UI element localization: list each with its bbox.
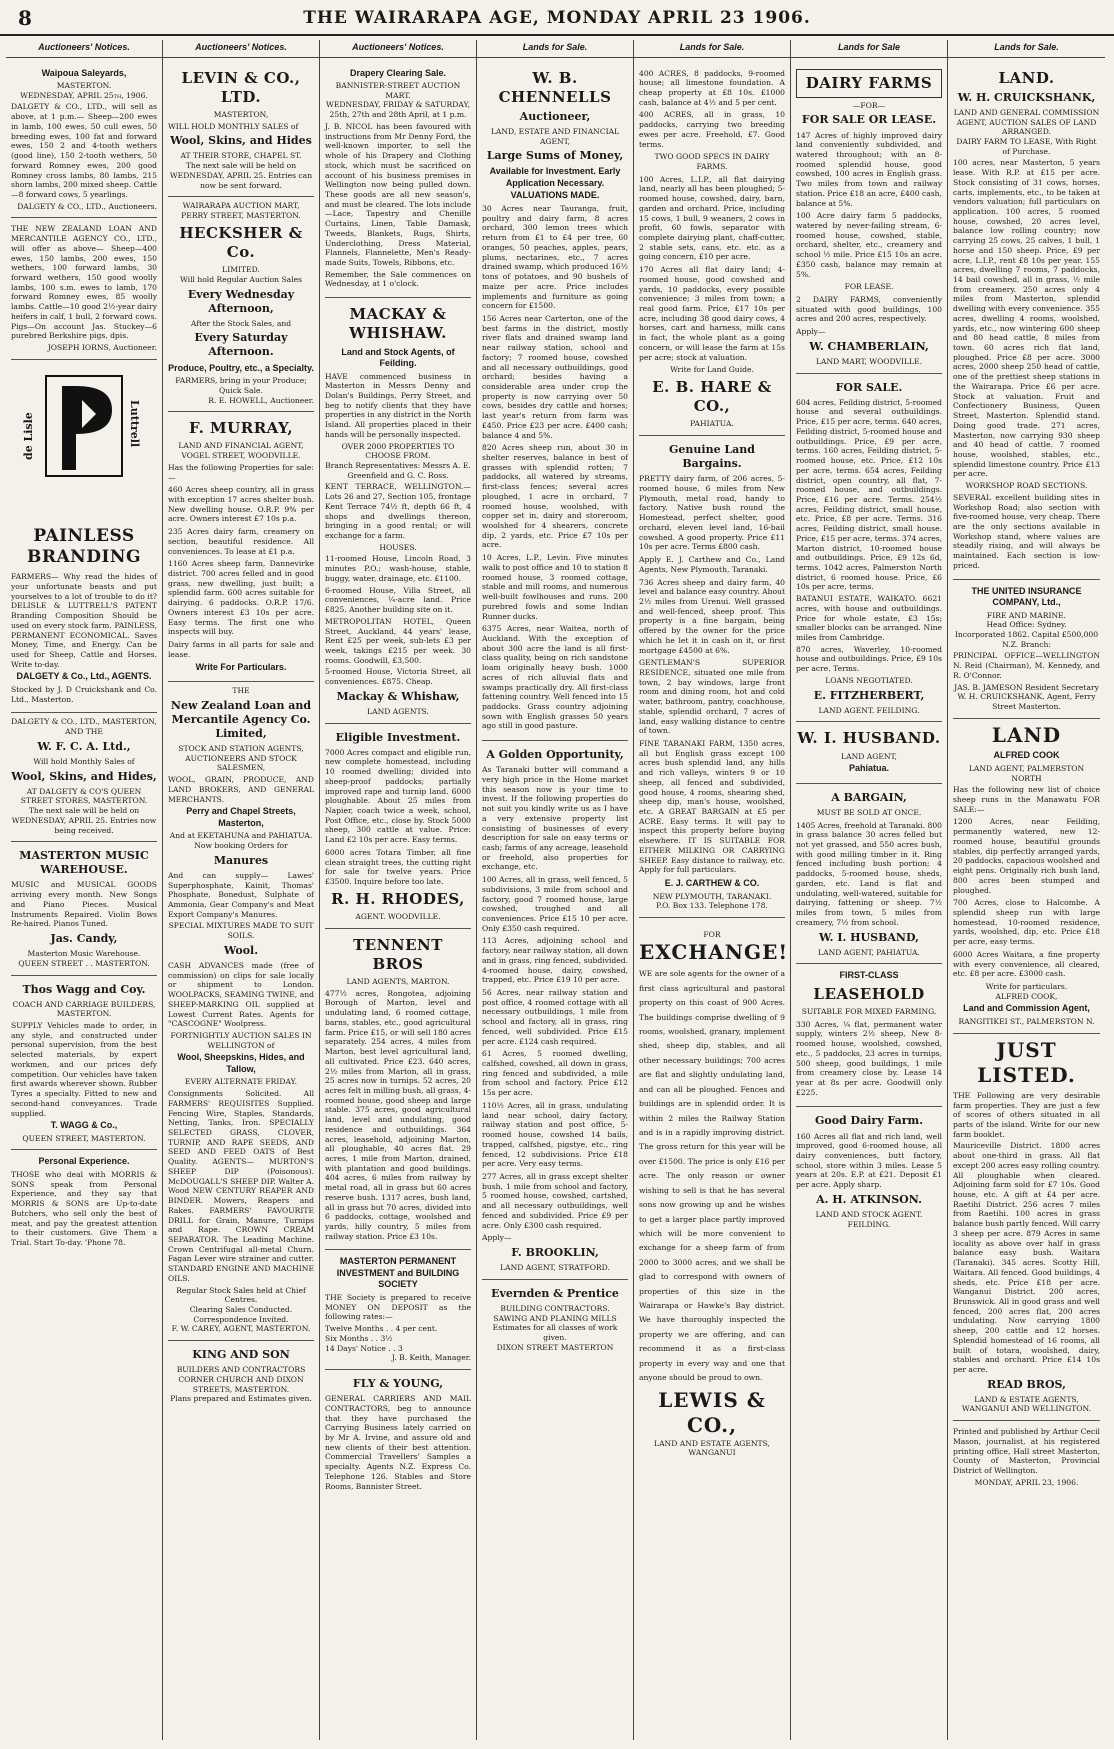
ad-addr: QUEEN STREET, MASTERTON.: [22, 1133, 146, 1143]
ad-title: W. B. CHENNELLS: [498, 68, 612, 106]
ad-sub: LAND AGENT, PALMERSTON NORTH: [968, 763, 1085, 783]
ad-goods: Wool, Sheepskins, Hides, and Tallow,: [177, 1052, 305, 1074]
ad-branch: N.Z. Branch:: [1002, 639, 1051, 649]
murray-ad: [168, 412, 314, 682]
masthead: [0, 0, 1114, 36]
ad-date: WEDNESDAY, FRIDAY & SATURDAY, 25th, 27th and 28th April, at 1 p.m.: [326, 100, 470, 120]
ad-sub: LAND AND GENERAL COMMISSION AGENT, AUCTION SALES OF LAND ARRANGED.: [953, 107, 1100, 137]
property-lot: 100 Acres, L.I.P., all flat dairying land, nearly all has been ploughed; 5-roomed house, cowshed, dairy, barn, garden and orchard. Price, including 15 cows, 1 bull, 9 weaners, 2 cows in profit, 60 fowls, separator with complete dairying plant, chaff-cutter, 2 stable sets, cans, etc. etc. as a going concern, £10 per acre.: [639, 174, 785, 262]
ad-wfca: W. F. C. A. Ltd.,: [37, 739, 131, 753]
ad-sign-2: LAND AGENTS.: [367, 706, 429, 716]
ad-wool: Wool.: [223, 943, 259, 957]
ad-title: FLY & YOUNG,: [352, 1377, 444, 1391]
leasehold-ad: [796, 964, 942, 1107]
ad-title: MASTERTON PERMANENT INVESTMENT and BUILDING SOCIETY: [336, 1256, 460, 1290]
exchange-ad: [639, 918, 789, 1464]
ad-the: THE: [232, 686, 250, 696]
ad-land: LAND.: [998, 68, 1055, 87]
husband-ad: [796, 722, 942, 783]
ad-sub: FOR SALE OR LEASE.: [801, 113, 937, 127]
ad-body: SUPPLY Vehicles made to order, in any style, and constructed under personal supervision, from the best selected materials, by expert workmen, and our prices defy competition. Our vehicles have taken first awards wherever shown. Rubber Tyres a specialty. Fitted to new and second-hand conveyances. Trade supplied.: [11, 1021, 157, 1118]
ad-agent: W. H. CRUICKSHANK, Agent, Ferry Street Masterton.: [957, 692, 1096, 712]
ad-sign: J. B. Keith, Manager.: [391, 1353, 471, 1363]
ad-sign-sub: LAND AGENT. FEILDING.: [818, 705, 920, 715]
ad-manures-body: And can supply— Lawes' Superphosphate, Kainit, Thomas' Phosphate, Bonedust, Sulphate of Ammonia, Gear Company's and Meat Export Company's Manures.: [168, 870, 314, 919]
ad-ws: WORKSHOP ROAD SECTIONS.: [965, 481, 1088, 491]
evernden-prentice-ad: [482, 1280, 628, 1359]
property-lot: 156 Acres near Carterton, one of the best farms in the district, mostly river flats and drained swamp land near railway station, school and factory; 7 roomed house, cowshed and all necessary outbuildings, good orchard; besides having a considerable area under crop the property is now carrying over 50 cows, besides dry cattle and horses; last year's return from farm was £450. Price £23 per acre. £400 cash; balance 4 and 5%.: [482, 313, 628, 440]
ad-body: THE Society is prepared to receive MONEY ON DEPOSIT as the following rates:—: [325, 1292, 471, 1322]
ad-place: Pahiatua.: [848, 763, 889, 774]
property-lot: 170 Acres all flat dairy land; 4-roomed house, good cowshed and yards, 10 paddocks, every possible convenience; 3 miles from town; a real good farm. Price, £17 10s per acre, including 38 good dairy cows, 4 horses, cart and harness, milk cans in fact, the whole plant as a going concern, or will lease the farm at 15s per acre; stock at valuation.: [639, 265, 785, 362]
ad-office: Head Office: Sydney.: [986, 620, 1067, 630]
imprint-date: MONDAY, APRIL 23, 1906.: [974, 1477, 1079, 1487]
ad-title: Eligible Investment.: [335, 730, 461, 744]
ad-title: Personal Experience.: [38, 1156, 130, 1167]
property-lot: 61 Acres, 5 roomed dwelling, calfshed, cowshed, all down in grass, ring fenced and subdivided, a mile from school and factory. Price £12 15s per acre.: [482, 1049, 628, 1098]
ad-name: Jas. Candy,: [50, 932, 118, 946]
ad-body: MUSIC and MUSICAL GOODS arriving every month. New Songs and Piano Pieces. Musical Instruments Repaired. Violin Bows Re-haired. Pianos Tuned.: [11, 880, 157, 929]
ad-addr: Perry and Chapel Streets, Masterton,: [186, 806, 296, 828]
ad-sign: E. FITZHERBERT,: [813, 688, 925, 702]
ad-house-1: 11-roomed House, Lincoln Road, 3 minutes P.O.; wash-house, stable, buggy, water, drainage, etc. £1100.: [325, 554, 471, 583]
rate-row: 14 Days' Notice . . 3: [325, 1343, 403, 1353]
property-lot: PRETTY dairy farm, of 206 acres, 5-roomed house, 6 miles from New Plymouth, metal road, handy to factory. Native bush round the Homestead, perfect shelter, good orchard, eleven level land, 16-bail cowshed. A good property. Price £11 10s per acre. Terms £800 cash.: [639, 474, 785, 552]
ad-for: —FOR—: [852, 100, 886, 110]
ad-sub: BUILDING CONTRACTORS.: [500, 1303, 610, 1313]
ad-title: F. MURRAY,: [188, 419, 294, 438]
ad-note: Remember, the Sale commences on Wednesday, at 1 o'clock.: [325, 269, 471, 289]
ad-body: WILL HOLD MONTHLY SALES of: [168, 121, 299, 131]
ad-title: Evernden & Prentice: [491, 1286, 619, 1300]
ad-sign: R. E. HOWELL, Auctioneer.: [208, 395, 314, 405]
property-lot: 330 Acres, ¼ flat, permanent water supply, winters 2½ sheep, New 8-roomed house, woolshed, cowshed, etc., 5 paddocks, 23 acres in turnips, 500 sheep, good buildings, 1 mile from creamery close by. Lease 14 year at 8s per acre. Goodwill only £225.: [796, 1019, 942, 1097]
imprint-text: Printed and published by Arthur Cecil Mason, journalist, at his registered printing office, Hall street Masterton, County of Masterton, Provincial District of Wellington.: [953, 1427, 1100, 1476]
property-lot: 6000 acres Totara Timber, all fine clean straight trees, the cutting right for sale for twelve years. Price £3500. Inquire before too late.: [325, 847, 471, 887]
column-6-head: Lands for Sale: [791, 40, 947, 58]
ad-title: W. I. HUSBAND.: [797, 729, 941, 748]
feilding-for-sale-ad: [796, 374, 942, 723]
ad-sign: ALFRED COOK,: [995, 991, 1058, 1001]
ad-addr: CORNER CHURCH AND DIXON STREETS, MASTERTON.: [178, 1374, 304, 1394]
ad-ws-body: SEVERAL excellent building sites in Workshop Road; also section with five-roomed house, very cheap. There are the only sections available in Workshop stand, where values are steadily rising, and will always be maintained. Each section is low-priced.: [953, 492, 1100, 570]
ad-avail: Available for Investment. Early Application Necessary. VALUATIONS MADE.: [489, 166, 621, 200]
hecksher-ad: [168, 197, 314, 412]
ad-house-3: 5-roomed House, Victoria Street, all conveniences. £875. Cheap.: [325, 667, 471, 687]
ad-body: J. B. NICOL has been favoured with instructions from Mr Denny Ford, the well-known importer, to sell the whole of his Drapery and Clothing stock, which must be sacrificed on account of his business premises in Wellington now being pulled down. These goods are all new season's, and must be cleared. The lots include—Lace, Tapestry and Chenille Curtains, Linen, Table Damask, Tweeds, Blankets, Rugs, Shirts, Underclothing, Dress Material, Flannels, Flannelette, Men's Ready-made Suits, Towels, Ribbons, etc.: [325, 121, 471, 267]
ad-body: WE are sole agents for the owner of a first class agricultural and pastoral property on this coast of 900 Acres. The buildings comprise dwelling of 9 rooms, woolshed, granary, implement shed, sheep dip, stables, and all other necessary buildings; 700 acres are flat and slightly undulating land, and can all be ploughed. Fences and buildings are in splendid order. It is within 2 miles the Railway Station and is in a rapidly improving district. The gross return for this year will be over £1500. The price is only £16 per acre. The only reason or owner wishing to sell is that he has several sons now growing up and he wishes to get a larger place partly improved which will be more convenient to exchange for a sheep farm of from 2000 to 3000 acres, and we shall be glad to correspond with owners of properties of this size in the Wairarapa or Hawke's Bay district. We have thoroughly inspected the property we are offering, and can recommend it as a first-class property in every way and one that anyone should be proud to own.: [639, 969, 785, 1383]
drapery-sale-ad: [325, 62, 471, 299]
branding-ad: [11, 360, 157, 714]
ad-sign: W. CHAMBERLAIN,: [809, 339, 929, 353]
page-number: 8: [18, 6, 32, 30]
ad-next: The next sale will be held on WEDNESDAY, APRIL 25. Entries can now be sent forward.: [169, 161, 313, 190]
ad-title: MACKAY & WHISHAW.: [349, 305, 447, 343]
ad-wool-body: CASH ADVANCES made (free of commission) on clips for sale locally or shipment to London. WOOLPACKS, SEAMING TWINE, and SHEEP-MARKING OIL supplied at Lowest Current Rates. Agents for "CASCOGNE" Woolpress.: [168, 960, 314, 1029]
united-insurance-ad: [953, 580, 1100, 719]
ad-produce: Produce, Poultry, etc., a Specialty.: [168, 362, 314, 373]
ad-title: DAIRY FARMS: [796, 69, 942, 98]
column-3-head: Auctioneers' Notices.: [320, 40, 476, 58]
ad-place: MASTERTON.: [56, 81, 112, 91]
ad-sign: F. W. CAREY, AGENT, MASTERTON.: [171, 1324, 311, 1334]
rate-row: Six Months . . 3½: [325, 1333, 393, 1343]
ad-manures: Manures: [213, 853, 269, 867]
ad-over: OVER 2000 PROPERTIES TO CHOOSE FROM.: [341, 441, 455, 461]
ad-intro: Has the following new list of choice sheep runs in the Manawatu FOR SALE:—: [953, 785, 1100, 814]
ad-body: DALGETY & CO., LTD., will sell as above, at 1 p.m.— Sheep—200 ewes in lamb, 100 ewes, 50 cull ewes, 50 breeding ewes, 100 fat and forward ewes, 150 2 and 4-tooth wethers (good line), 150 2-tooth wethers, 50 forward Romney ewes, 200 good Romney cross lambs, 80 lambs, 215 shorn lambs, 200 mixed sheep. Cattle—8 forward cows, 5 yearlings.: [11, 102, 157, 199]
ad-hotel: METROPOLITAN HOTEL, Queen Street, Auckland, 44 years' lease, Rent £25 per week, sub-lets £3 per week, takings £215 per week. 30 rooms. Goodwill, £3,500.: [325, 616, 471, 665]
ad-sign: READ BROS,: [987, 1377, 1066, 1391]
ad-capital: Incorporated 1862. Capital £500,000: [954, 630, 1099, 640]
just-listed-ad: [953, 1034, 1100, 1422]
property-lot: 277 Acres, all in grass except shelter bush, 1 mile from school and factory, 5 roomed house, cowshed, cartshed, and all necessary outbuildings, well fenced and subdivided. Price £9 per acre. Only £300 cash required.: [482, 1171, 628, 1230]
ad-body: BUILDERS AND CONTRACTORS: [176, 1365, 306, 1375]
ad-and: AND THE: [65, 727, 103, 737]
ad-sign-sub: LAND AND ESTATE AGENTS,: [654, 1438, 770, 1448]
ad-title: EXCHANGE!: [639, 939, 789, 964]
ad-clear: Clearing Sales Conducted.: [189, 1304, 293, 1314]
ad-orders: Now booking Orders for: [194, 841, 288, 851]
lot-heading: TWO GOOD SPECS IN DAIRY FARMS.: [654, 152, 770, 171]
ad-sign-sub: LAND AGENT, STRATFORD.: [500, 1263, 610, 1273]
ad-next: The next sale will be held on WEDNESDAY, APRIL 25. Entries now being received.: [11, 806, 157, 835]
property-lot: 30 Acres near Tauranga, fruit, poultry and dairy farm, 8 acres orchard, 300 lemon trees which return from £1 to £4 per tree, 60 oranges, 50 peaches, apples, pears, plums, nectarines, etc., 7 acres drained swamp, which produced 16½ tons of potatoes, and 90 bushels of maize per acre. Price includes implements and furniture as going concern for £1500.: [482, 204, 628, 311]
property-lot: GENTLEMAN'S SUPERIOR RESIDENCE, situated one mile from town, 2 bay windows, large front room and dining room, hot and cold water, bathroom, pantry, coachhouse, stable, splendid orchard, 7 acres of land, easy walking distance to centre of town.: [639, 658, 785, 736]
ad-title: New Zealand Loan and Mercantile Agency Co. Limited,: [170, 698, 312, 740]
brand-title: PAINLESS BRANDING: [27, 525, 141, 568]
ad-sub: MUST BE SOLD AT ONCE.: [816, 807, 922, 817]
brand-mark: [24, 370, 144, 520]
genuine-bargains-ad: [639, 436, 785, 918]
column-3: [320, 40, 477, 1740]
property-lot: 2 DAIRY FARMS, conveniently situated with good buildings, 100 acres and 200 acres, respectively.: [796, 295, 942, 324]
ad-first: FIRST-CLASS: [839, 970, 899, 981]
ad-apply: Apply—: [796, 327, 826, 337]
ad-for: FOR: [703, 930, 721, 940]
ad-at: AT THEIR STORE, CHAPEL ST.: [180, 151, 302, 161]
ad-sign: JOSEPH IORNS, Auctioneer.: [47, 343, 157, 352]
rhodes-title: R. H. RHODES,: [331, 889, 465, 908]
ad-body: As Taranaki butter will command a very high price in the Home market this season now is your time to invest. If the following properties do not suit you kindly write us as I have a very extensive property list consisting of businesses of every description for sale on easy terms or cash; farms of any acreage, leasehold or freehold, also properties for exchange, etc.: [482, 765, 628, 872]
music-warehouse-ad: [11, 842, 157, 975]
column-2: [163, 40, 320, 1740]
column-7-head: Lands for Sale.: [948, 40, 1105, 58]
ad-sub: LAND AGENTS, MARTON.: [346, 977, 450, 987]
ad-title: A BARGAIN,: [831, 790, 907, 804]
ad-title: DALGETY & CO., LTD., MASTERTON,: [11, 717, 157, 727]
ad-title: LEVIN & CO., LTD.: [181, 68, 301, 106]
ad-sub: COACH AND CARRIAGE BUILDERS, MASTERTON.: [12, 999, 156, 1019]
nz-loan-sale-ad: [11, 218, 157, 359]
ad-sign: E. B. HARE & CO.,: [652, 378, 772, 416]
ad-body: Will hold Regular Auction Sales: [179, 274, 303, 284]
ad-special: SPECIAL MIXTURES MADE TO SUIT SOILS.: [168, 921, 314, 941]
ad-apply: Apply—: [482, 1233, 512, 1243]
ad-title: ALFRED COOK: [993, 750, 1060, 761]
rate-row: Twelve Months . . 4 per cent.: [325, 1324, 438, 1334]
ad-sign-2: E. J. CARTHEW & CO.: [664, 878, 760, 889]
column-7: [948, 40, 1105, 1740]
ad-sign-sub: LAND MART, WOODVILLE.: [815, 356, 923, 366]
ad-addr-2: And at EKETAHUNA and PAHIATUA.: [169, 831, 313, 841]
hare-lands-ad: [639, 62, 785, 437]
property-lot: 6375 Acres, near Waitea, north of Auckland. With the exception of about 300 acre the land is all first-class quality, being on rich sandstone loam originally heavy bush. 1000 acres of rich alluvial flats and swamps practically dry. All first-class fattening country. Well fenced into 15 paddocks. Grass country adjoining sown with English grasses 50 years ago still in good pasture.: [482, 624, 628, 731]
property-lot: 7000 Acres compact and eligible run, new complete homestead, including 10 roomed dwelling; divided into sheep-proof paddocks; partially improved rape and turnip land. 6000 ploughable. About 25 miles from Napier, coach twice a week, school, Post Office, etc., close by. Stock 5000 sheep, 300 cattle at value. Price: Land £2 10s per acre. Easy terms.: [325, 747, 471, 845]
property-lot: 6000 Acres Waitara, a fine property with every convenience, all cleared, etc. £8 per acre. £3000 cash.: [953, 949, 1100, 979]
newspaper-title: THE WAIRARAPA AGE, MONDAY APRIL 23 1906.: [303, 8, 811, 28]
good-dairy-farm-ad: [796, 1107, 942, 1235]
ad-sign-2: Land and Commission Agent,: [963, 1003, 1090, 1014]
column-5: [634, 40, 791, 1740]
ad-sign: W. I. HUSBAND,: [819, 930, 919, 944]
dalgety-wool-sales-ad: [11, 713, 157, 842]
ad-place: WANGANUI: [688, 1448, 736, 1458]
ad-sub: FIRE AND MARINE.: [986, 610, 1067, 620]
property-lot: FINE TARANAKI FARM, 1350 acres, all but English grass except 100 acres bush splendid land, any hills and rich valleys, winters 9 or 10 sheep, all fenced and subdivided, good house, 4 rooms, shearing shed, sheep dip, man's house, woolshed, etc. A GREAT BARGAIN at £5 per ACRE. Easy terms. It will pay to inspect this property before buying elsewhere. IT IS SUITABLE FOR EITHER MILKING OR CARRYING SHEEP. Easy distance to railway, etc. Apply for full particulars.: [639, 739, 785, 875]
property-lot: 113 Acres, adjoining school and factory, near railway station, all down and in grass, ring fenced, subdivided. 4-roomed house, dairy, cowshed, trapped, etc. Price £19 10 per acre.: [482, 936, 628, 985]
ad-lots: 100 acres, near Masterton, 5 years lease. With R.P. at £15 per acre. Stock consisting of 31 cows, horses, carts, implements, etc., to be taken at vendors valuation; full particulars on application. 100 acres, 5 roomed house, cowshed, 20 acres level, balance low rolling country; now carrying 25 cows, 25 calves, 1 bull, 1 horse and 150 sheep. Price, £9 per acre, L.I.P., rent £8 10s per year. 155 acres, dwelling 7 rooms, 7 paddocks, 14 bail cowshed, all in grass, ½ mile from creamery. 250 acres only 4 miles from Masterton, splendid dwelling with every convenience. 355 acres, dwelling 4 rooms, woolshed, yards, etc., now wintering 600 sheep and 80 head cattle, 8 miles from town. 60 acres rich flat land, ploughed. Price £8 per acre. 3000 acres, 2000 sheep 250 head of cattle, one of the prettiest sheep stations in the Wairarapa. Price £6 per acre. Stock at valuation. Fruit and Confectionery Business, Queen Street, Masterton. Splendid stand. Doing good trade. 271 acres, Masterton, now carrying 930 sheep and 40 head of cattle. 7 roomed house, woolshed, stables, etc., splendid limestone country. Price £13 per acre.: [953, 158, 1100, 479]
property-lot: 1160 Acres sheep farm, Dannevirke district. 700 acres felled and in good grass, new dwelling, just built; a splendid farm. 600 acres suitable for dairying. 6 paddocks. O.R.P. 17/6. Owners interest £3 10s per acre. Easy terms. The first one who inspects will buy.: [168, 559, 314, 637]
king-son-ad: [168, 1341, 314, 1410]
dairy-farms-ad: [796, 62, 942, 374]
property-lot: 235 Acres dairy farm, creamery on section, beautiful residence. All conveniences. To lease at £1 p.a.: [168, 527, 314, 556]
ad-kent: KENT TERRACE, WELLINGTON.— Lots 26 and 27, Section 105, frontage Kent Terrace 74½ ft, depth 66 ft, 4 shops and dwellings thereon, bringing in a good rental; or will exchange for a farm.: [325, 482, 471, 541]
alfred-cook-ad: [953, 719, 1100, 1034]
ad-corr: Correspondence Invited.: [193, 1314, 289, 1324]
ad-sub: LAND AND FINANCIAL AGENT, VOGEL STREET, WOODVILLE.: [178, 441, 304, 461]
ad-write: Write For Particulars.: [195, 661, 287, 672]
ad-title: LEASEHOLD: [813, 984, 925, 1003]
property-lot: 1200 Acres, near Feilding, permanently watered, new 12-roomed house, beautiful grounds stables, dip perfectly arranged yards, 20 paddocks, capacious woolshed and eight pens. Originally rich bush land, 800 acres been stumped and ploughed.: [953, 817, 1100, 895]
ad-body: THOSE who deal with MORRIS & SONS speak from Personal Experience, and they say that MORRIS & SONS are Up-to-date Butchers, who sell only the best of meat, and pay the greatest attention to their customers. Give Them a Trial. Start To-day. 'Phone 78.: [11, 1169, 157, 1248]
ad-land: LAND: [991, 722, 1062, 747]
ad-line: WAIRARAPA AUCTION MART, PERRY STREET, MASTERTON.: [181, 201, 301, 220]
column-2-head: Auctioneers' Notices.: [163, 40, 319, 58]
property-lot: 1405 Acres, freehold at Taranaki. 800 in grass balance 30 acres felled but not yet grassed, and 550 acres bush, with good milling timber in it. Ring fenced including bush portion; 4 paddocks, 5-roomed house, sheds, garden, etc. Land is flat and undulating, well-watered, suitable for dairying, fattening or sheep. 7½ miles from town, 5 miles from creamery, 7½ from school.: [796, 820, 942, 927]
property-lot: 820 Acres sheep run, about 30 in shelter reserves, balance in best of grasses with splendid rotten; 7 paddocks, all watered by streams, first-class fences; several acres ploughed, 1 acre in orchard, 7 roomed house, woolshed, with copper set in, dairy and storeroom, woolshed for 4 shearers, concrete dip, 2 yards, etc. Price £7 10s per acre.: [482, 443, 628, 550]
ad-rest: Consignments Solicited. All FARMERS' REQUISITES Supplied. Fencing Wire, Staples, Standards, Netting, Tanks, Iron. SPECIALLY SELECTED GRASS, CLOVER, TURNIP, AND RAPE SEEDS, AND SEED AND FEED OATS of Best Quality. AGENTS— MURTON'S SHEEP DIP (Poisonous). McDOUGALL'S SHEEP DIP. Walter A. Wood NEW CENTURY REAPER AND BINDER. Mowers, Reapers and Rakes. FARMERS' FAVOURITE DRILL for Grain, Manure, Turnips and Rape. CROWN CREAM SEPARATOR. The Leading Machine. Crown Centrifugal all-metal Churn. Fagan Lever wire strainer and cutter. STANDARD ENGINE AND MACHINE OILS.: [168, 1089, 314, 1283]
ad-title: MASTERTON MUSIC WAREHOUSE.: [19, 849, 149, 877]
ad-box: P.O. Box 133. Telephone 178.: [656, 901, 768, 911]
ad-title: W. H. CRUICKSHANK,: [957, 90, 1096, 104]
ad-addr: RANGITIKEI ST., PALMERSTON N.: [958, 1016, 1095, 1026]
column-6: [791, 40, 948, 1740]
ad-after: After the Stock Sales, and: [190, 318, 292, 328]
ad-body: THE NEW ZEALAND LOAN AND MERCANTILE AGENCY CO., LTD., will offer as above— Sheep—400 ewes, 150 lambs, 200 ewes, 150 wethers, 100 forward lambs, 30 forward wethers, 150 good woolly lambs, 100 s.m. ewes to lamb, 170 forward Romney ewes, 85 woolly lambs. Cattle—10 good 2½-year dairy heifers in calf, 1 bull, 2 forward cows. Pigs—On account Jas. Stuckey—6 purebred Berkshire pigs, dpis.: [11, 224, 157, 341]
ad-title: JUST LISTED.: [977, 1037, 1076, 1088]
ad-body: WOOL, GRAIN, PRODUCE, AND LAND BROKERS, AND GENERAL MERCHANTS.: [168, 775, 314, 804]
ad-principal: PRINCIPAL OFFICE—WELLINGTON N. Reid (Chairman), M. Kennedy, and R. O'Connor.: [953, 651, 1100, 680]
ad-lots: 477½ acres, Rongotea, adjoining Borough of Marton, level and undulating land, 6 roomed cottage, barns, stables, etc., good agricultural farm. Price £15, or will sell 180 acres separately. 254 acres, 4 miles from Marton, best level agricultural land, all cultivated. Price £23. 640 acres, 2½ miles from Marton, all in grass, 25 acres now in turnips. 52 acres, 20 acres felt in milling bush, all grass, 4-roomed house, good sheep and large stable. 375 acres, good agricultural land, level and undulating, good residence and outbuildings. 364 acres, leasehold, adjoining Marton, all ploughable, 40 acres flat. 29 acres, 1 mile from Marton, drained, with plantation and good buildings. 404 acres, 6 miles from railway by metal road, all in grass but 60 acres reserve bush. 1317 acres, bush land, all in grass but 70 acres, divided into 6 paddocks, cottage, woolshed and yards, hilly country, 5 miles from railway station. Price £3 10s.: [325, 988, 471, 1241]
ad-title: THE UNITED INSURANCE COMPANY, Ltd.,: [971, 585, 1082, 608]
ad-loans: LOANS NEGOTIATED.: [825, 675, 913, 685]
ad-sign-sub: LAND AGENT, PAHIATUA.: [818, 947, 920, 957]
bargain-ad: [796, 784, 942, 965]
property-lot: 100 Acre dairy farm 5 paddocks, watered by never-failing stream, 6-roomed house, cowshed, stable, orchard, shelter, etc., creamery and school ½ mile. Price £15 10s an acre. £350 cash, balance may remain at 5%.: [796, 211, 942, 279]
ad-sign: T. WAGG & Co.,: [50, 1120, 118, 1131]
property-lot: 400 ACRES, 8 paddocks, 9-roomed house; all limestone foundation. A cheap property at £8 10s. £1000 cash, balance at 4½ and 5 per cent.: [639, 68, 785, 107]
ad-sign: Apply E. J. Carthew and Co., Land Agents, New Plymouth, Taranaki.: [639, 555, 785, 574]
personal-experience-ad: [11, 1150, 157, 1255]
ad-addr: QUEEN STREET . . MASTERTON.: [18, 958, 150, 968]
ad-foot: Plans prepared and Estimates given.: [170, 1394, 312, 1404]
ad-intro: Has the following Properties for sale:—: [168, 462, 314, 482]
ad-sub: SUITABLE FOR MIXED FARMING.: [801, 1007, 937, 1017]
ad-title: KING AND SON: [192, 1348, 290, 1362]
building-society-ad: [325, 1250, 471, 1370]
ad-place: BANNISTER-STREET AUCTION MART.: [335, 81, 461, 100]
ad-sales-2: Every Saturday Afternoon.: [194, 331, 288, 359]
ad-lots: 604 acres, Feilding district, 5-roomed house and several outbuildings. Price, £15 per acre, terms. 640 acres, Feilding district, 5-roomed house and outbuildings. Price, £9 per acre, terms. 160 acres, Feilding district, 5-roomed house, etc. Price, £12 10s per acre, terms. 654 acres, Feilding district, open country, all flat, 7-roomed house, and outbuildings. Price, £16 per acre. Terms. 254½ acres, Feilding district, small house, etc. Price, £8 per acre. Terms. 316 acres, Feilding district, small house. Price, £15 per acre, terms. 374 acres, Marton district, 10-roomed house and outbuildings. Price, £9 12s 6d, terms. 1042 acres, Palmerston North district, 6 roomed house. Price, £6 10s per acre, terms.: [796, 397, 943, 592]
ad-write: Write for particulars.: [985, 981, 1068, 991]
ad-fort: FORTNIGHTLY AUCTION SALES IN WELLINGTON of: [170, 1030, 312, 1050]
columns: [6, 40, 1108, 1740]
brand-side-left: de Lisle: [22, 411, 35, 460]
brand-agent: DALGETY & Co., Ltd., AGENTS.: [16, 671, 152, 682]
mackay-whishaw-ad: [325, 298, 471, 723]
column-1-head: Auctioneers' Notices.: [6, 40, 162, 58]
ad-sub: Auctioneer,: [519, 109, 591, 123]
ad-title: Thos Wagg and Coy.: [22, 982, 146, 996]
brand-side-right: Luttrell: [127, 399, 141, 447]
ad-place: NEW PLYMOUTH, TARANAKI.: [652, 891, 772, 901]
ad-lease: FOR LEASE.: [844, 282, 894, 292]
ad-body: GENERAL CARRIERS AND MAIL CONTRACTORS, beg to announce that they have purchased the Carrying Business lately carried on by Mr A. Irvine, and assure old and new clients of their best attention. Commercial Travellers' Samples a specialty. Agents N.Z. Express Co. Telephone 126. Stables and Store Rooms, Bannister Street.: [325, 1394, 471, 1491]
ad-sign: F. BROOKLIN,: [511, 1245, 599, 1259]
imprint: [953, 1421, 1100, 1493]
ad-sums: Large Sums of Money,: [486, 149, 624, 163]
ad-title: A Golden Opportunity,: [486, 748, 624, 762]
ad-place: WANGANUI AND WELLINGTON.: [961, 1404, 1092, 1414]
ad-lot: 870 acres, Waverley, 10-roomed house and outbuildings. Price, £9 10s per acre. Terms.: [796, 644, 942, 674]
ad-lease: DAIRY FARM TO LEASE, With Right of Purchase.: [956, 136, 1097, 156]
column-5-head: Lands for Sale.: [634, 40, 790, 58]
ad-at: AT DALGETY & CO'S QUEEN STREET STORES, MASTERTON.: [20, 786, 148, 806]
ad-reg: Regular Stock Sales held at Chief Centres.: [176, 1285, 306, 1305]
ad-farm: FARMERS, bring in your Produce; Quick Sale.: [175, 376, 307, 395]
ad-lots: Mauriceville District. 1800 acres about one-third in grass. All flat except 200 acres easy rolling country. All ploughable when cleared. Adjoining farm sold for £7 10s. Good house, etc. A gift at £4 per acre. Raetihi District. 256 acres 7 miles from Raetihi. 100 acres in grass balance bush partly fenced. Will carry 3 sheep per acre. 879 Acres in same locality as above over half in grass balance easy bush. Waitara (Taranaki). 345 acres. Scotty Hill, Waitara. All fenced. Good buildings, 4 sheds, etc. Price £18 per acre. Wanganui District. 200 acres, Brunswick. All in good grass and well fenced, 200 acres flat, 200 acres undulating. Now carrying 1800 sheep, 200 cattle and 12 horses. Splendid homestead of 16 rooms, all built of totara, woolshed, dairy, stables and orchard. Price £14 10s per acre.: [953, 1141, 1100, 1374]
ad-res: JAS. B. JAMESON Resident Secretary: [954, 682, 1099, 692]
ad-sign: LEWIS & CO.,: [658, 1387, 766, 1438]
ad-sign-sub: LAND & ESTATE AGENTS,: [974, 1394, 1079, 1404]
column-4: [477, 40, 634, 1740]
fly-young-ad: [325, 1370, 471, 1499]
ad-sign: Mackay & Whishaw,: [336, 689, 460, 703]
column-1: [6, 40, 163, 1740]
property-lot: 100 Acres, all in grass, well fenced, 5 subdivisions, 3 mile from school and factory, good 7 roomed house, large cowshed, troughed and all conveniences. Price £15 10 per acre. Only £350 cash required.: [482, 875, 628, 933]
ad-sign: A. H. ATKINSON.: [816, 1192, 922, 1206]
ad-house-2: 6-roomed House, Villa Street, all conveniences, ¼-acre land. Price £825. Another building site on it.: [325, 585, 471, 615]
tennent-bros-ad: [325, 929, 471, 1251]
column-4-head: Lands for Sale.: [477, 40, 633, 58]
ad-sign-sub: PAHIATUA.: [690, 419, 734, 429]
ad-title: TENNENT BROS: [353, 935, 443, 973]
ad-goods: Wool, Skins, and Hides: [170, 134, 312, 148]
chennells-ad: [482, 62, 628, 742]
ad-sub: LAND AGENT,: [841, 751, 897, 761]
ad-intro: THE Following are very desirable farm properties. They are just a few of scores of others situated in all parts of the island. Write for our new farm booklet.: [953, 1090, 1100, 1139]
ad-friday: EVERY ALTERNATE FRIDAY.: [184, 1077, 298, 1087]
ad-sub-2: LAND, ESTATE AND FINANCIAL AGENT,: [490, 126, 620, 146]
ad-title: Drapery Clearing Sale.: [349, 67, 447, 78]
ad-place: FEILDING.: [847, 1219, 891, 1229]
ad-body: Will hold Monthly Sales of: [33, 756, 135, 766]
property-lot: 736 Acres sheep and dairy farm, 40 level and balance easy country. About 2½ miles from Urenui. Well grassed and well-fenced, sheep proof. This property is a fine bargain, being offered by the owner for the price which he let it in cash on it, or first mortgage £4500 at 6%.: [639, 577, 785, 655]
property-lot: 700 Acres, close to Halcombe. A splendid sheep run with large homestead, 10-roomed residence, yards, woolshed, dip, etc. Price £18 per acre, easy terms.: [953, 898, 1100, 947]
ad-addr: DIXON STREET MASTERTON: [496, 1342, 614, 1352]
eligible-investment-ad: [325, 724, 471, 929]
cruickshank-ad: [953, 62, 1100, 580]
brand-stock: Stocked by J. D Cruickshank and Co. Ltd., Masterton.: [11, 684, 157, 704]
ad-title: Good Dairy Farm.: [814, 1114, 924, 1128]
ad-title: HECKSHER & Co.: [179, 223, 303, 261]
ad-branch: Branch Representatives: Messrs A. E. Greenfield and G. C. Ross.: [325, 461, 471, 480]
property-lot: 460 Acres sheep country, all in grass with exception 17 acres shelter bush. New dwelling house. O.R.P. 9% per acre. Owners interest £7 10s p.a.: [168, 485, 314, 524]
wagg-coach-ad: [11, 976, 157, 1151]
ad-sub: STOCK AND STATION AGENTS, AUCTIONEERS AND STOCK SALESMEN,: [178, 743, 304, 773]
property-lot: 110½ Acres, all in grass, undulating land near school, dairy factory, railway station and post office, 5-roomed house, cowshed 14 bails, trapped, calfshed, pigstye, etc., ring fenced, 12 subdivisions. Price £18 per acre. Very easy terms.: [482, 1100, 628, 1169]
levin-co-ad: [168, 62, 314, 198]
ad-title: Waipoua Saleyards,: [41, 67, 127, 78]
ad-title: FOR SALE.: [835, 380, 903, 394]
property-lot: 56 Acres, near railway station and post office, 4 roomed cottage with all necessary outbuildings, 1 mile from school and factory, all in grass, ring fenced, well subdivided. Price £15 per acre. £124 cash required.: [482, 988, 628, 1046]
property-lot: 10 Acres, L.P., Levin. Five minutes walk to post office and 10 to station 8 roomed house, 3 roomed cottage, stable and mill rooms, and numerous well-built fowlhouses and runs. 200 purebred fowls and some Indian Runner ducks.: [482, 553, 628, 621]
nz-loan-mercantile-ad: [168, 682, 314, 1341]
golden-opportunity-ad: [482, 741, 628, 1280]
ad-sales-1: Every Wednesday Afternoon,: [187, 287, 295, 315]
ad-sign: DALGETY & CO., LTD., Auctioneers.: [17, 201, 157, 211]
ad-est: Estimates for all classes of work given.: [492, 1323, 618, 1343]
ad-dairy: Dairy farms in all parts for sale and lease.: [168, 640, 314, 659]
ad-place: MASTERTON,: [213, 109, 269, 119]
ad-body: HAVE commenced business in Masterton in Messrs Denny and Dolan's Buildings, Perry Street, and beg to notify clients that they have properties in any district in the North Island. All properties placed in their hands will be personally inspected.: [325, 371, 471, 439]
ad-houses: HOUSES.: [379, 542, 417, 552]
ad-sub: LIMITED.: [222, 265, 260, 275]
ad-body: SAWING AND PLANING MILLS: [493, 1313, 617, 1323]
ad-goods: Wool, Skins, and Hides,: [11, 769, 157, 783]
waipoua-saleyards-ad: [11, 62, 157, 219]
rhodes-sub: AGENT. WOODVILLE.: [355, 911, 441, 921]
ad-date: WEDNESDAY, APRIL 25th, 1906.: [20, 90, 148, 100]
property-lot: 160 Acres all flat and rich land, well improved, good 6-roomed house, all dairy conveniences, butt factory, school, store within 3 miles. Lease 5 years at 20s. E.P. at £21. Deposit £1 per acre. Apply sharp.: [796, 1131, 942, 1190]
ad-sign-sub: LAND AND STOCK AGENT.: [815, 1209, 923, 1219]
property-lot: 400 ACRES, all in grass, 10 paddocks, carrying two breeding ewes per acre. Freehold, £7. Good terms.: [639, 110, 785, 149]
ad-sub: Land and Stock Agents, of Feilding.: [341, 346, 455, 369]
brand-body: FARMERS— Why read the hides of your unfortunate beasts and put yourselves to a lot of trouble to do it? DELISLE & LUTTRELL'S PATENT Branding Composition Should be used on every stock farm. PAINLESS, PERMANENT ECONOMICAL. Saves Money, Time, and Energy. Can be used for Sheep, Cattle and Horses. Write to-day.: [11, 572, 157, 669]
property-lot: 147 Acres of highly improved dairy land conveniently subdivided, and watered throughout; with an 8-roomed splendid house, good cowshed, 100 acres in English grass. Two miles from town and railway station. Price £18 an acre, £400 cash, balance at 5%.: [796, 130, 942, 208]
ad-batanui: BATANUI ESTATE, WAIKATO. 6621 acres, with house and outbuildings. Price for whole estate, £3 15s; smaller blocks can be arranged. Nine miles from Cambridge.: [796, 594, 942, 642]
ad-write: Write for Land Guide.: [670, 365, 754, 375]
ad-title: Genuine Land Bargains.: [669, 443, 755, 471]
ad-sub: Masterton Music Warehouse.: [27, 949, 141, 959]
